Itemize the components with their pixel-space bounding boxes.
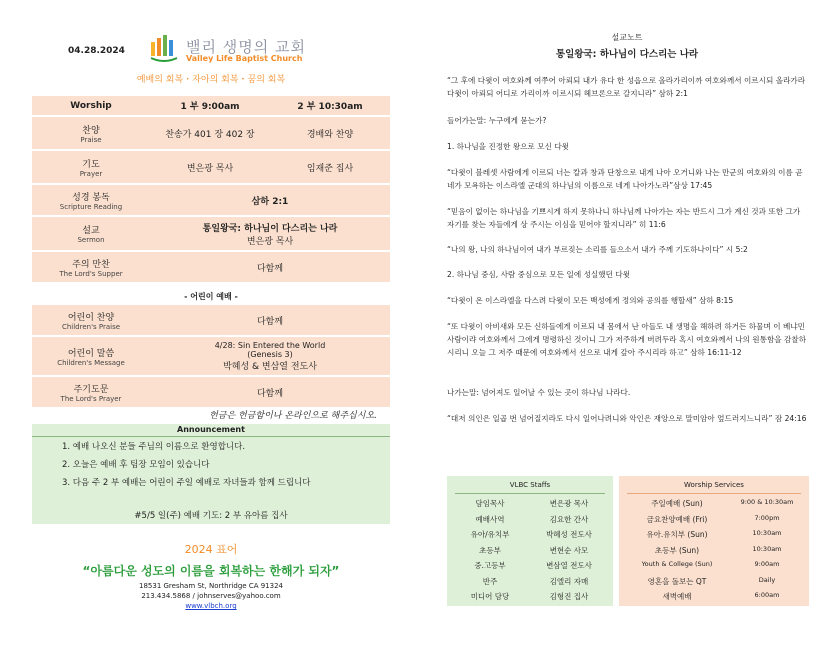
staff-role: 반주 — [482, 576, 498, 586]
note-paragraph: “다윗이 온 이스라엘을 다스려 다윗이 모든 백성에게 정의와 공의를 행할새” 삼하 8:15 — [447, 296, 734, 305]
prayer-first: 변은광 목사 — [150, 151, 270, 183]
supper-label: 주의 만찬 The Lord's Supper — [32, 252, 150, 282]
church-address: 18531 Gresham St, Northridge CA 91324 — [139, 582, 283, 590]
staff-name: 김형진 집사 — [549, 592, 589, 601]
services-divider — [627, 493, 801, 494]
announcement-item: 3. 다음 주 2 부 예배는 어린이 주일 예배로 자녀들과 함께 드립니다 — [62, 478, 311, 488]
prayer-label: 기도 Prayer — [32, 151, 150, 183]
note-paragraph: “나의 왕, 나의 하나님이여 내가 부르짖는 소리를 들으소서 내가 주께 기도하나이다” 시 5:2 — [447, 245, 748, 254]
children-message-value: 4/28: Sin Entered the World (Genesis 3) 박혜성 & 변삼열 전도사 — [150, 337, 390, 375]
supper-value: 다함께 — [150, 252, 390, 282]
year-motto-label: 2024 표어 — [184, 543, 238, 556]
note-paragraph: 나가는말: 넘어져도 일어날 수 있는 곳이 하나님 나라다. — [447, 388, 631, 397]
sermon-note-kicker: 설교노트 — [611, 33, 643, 42]
church-website-link[interactable]: www.vlbch.org — [185, 602, 237, 610]
note-paragraph: 2. 하나님 중심, 사람 중심으로 모든 일에 성실했던 다윗 — [447, 270, 631, 279]
staff-name: 변삼열 전도사 — [546, 561, 592, 570]
children-praise-value: 다함께 — [150, 305, 390, 335]
next-prayer-note: #5/5 일(주) 예배 기도: 2 부 유아름 집사 — [134, 511, 288, 521]
note-paragraph: “다윗이 블레셋 사람에게 이르되 너는 칼과 창과 단창으로 내게 나아 오거니와 나는 만군의 여호와의 이름 곧 네가 모욕하는 이스라엘 군대의 하나님의 이름으로 네게 나아가노라”삼상 17:45 — [447, 168, 803, 190]
service-name: 금요찬양예배 (Fri) — [646, 514, 708, 524]
sermon-note-title: 통일왕국: 하나님이 다스리는 나라 — [555, 49, 699, 60]
bulletin-date: 04.28.2024 — [68, 46, 125, 56]
reading-value: 삼하 2:1 — [150, 185, 390, 215]
children-message-row — [32, 337, 390, 375]
supper-row — [32, 252, 390, 282]
lords-prayer-row — [32, 377, 390, 407]
staff-role: 담임목사 — [475, 499, 505, 508]
service-time: 7:00pm — [754, 513, 780, 522]
staff-role: 미디어 담당 — [470, 592, 510, 601]
staff-divider — [455, 493, 605, 494]
note-paragraph: “그 후에 다윗이 여호와께 여쭈어 아뢰되 내가 유다 한 성읍으로 올라가리이까 여호와께서 이르시되 올라가라 다윗이 아뢰되 어디로 가리이까 이르시되 헤브론으로 갈지니라” 삼하 2:1 — [447, 76, 806, 98]
service-time: 10:30am — [752, 544, 782, 553]
staff-title: VLBC Staffs — [509, 481, 551, 489]
staff-box — [447, 476, 613, 606]
service-time: 9:00am — [754, 560, 780, 568]
announcement-item: 2. 오늘은 예배 후 팀장 모임이 있습니다 — [62, 460, 210, 470]
lords-prayer-label: 주기도문 The Lord's Prayer — [32, 377, 150, 407]
worship-order-table — [32, 94, 390, 284]
lords-prayer-value: 다함께 — [150, 377, 390, 407]
prayer-second: 임재준 집사 — [270, 151, 390, 183]
service-time: Daily — [758, 575, 776, 584]
service-name: 영혼을 돌보는 QT — [647, 576, 707, 586]
children-worship-heading: - 어린이 예배 - — [184, 292, 238, 301]
reading-row — [32, 185, 390, 215]
praise-first: 찬송가 401 장 402 장 — [150, 117, 270, 149]
worship-services-box — [619, 476, 809, 606]
offering-note: 헌금은 헌금함이나 온라인으로 해주십시오. — [209, 411, 377, 421]
worship-header-row — [32, 96, 390, 115]
children-praise-label: 어린이 찬양 Children's Praise — [32, 305, 150, 335]
sermon-label: 설교 Sermon — [32, 217, 150, 250]
staff-name: 박혜성 전도사 — [546, 530, 592, 539]
sermon-value — [150, 217, 390, 250]
announcement-item: 1. 예배 나오신 분들 주님의 이름으로 환영합니다. — [62, 442, 246, 452]
church-name-korean: 밸리 생명의 교회 — [186, 38, 306, 56]
praise-second: 경배와 찬양 — [270, 117, 390, 149]
staff-role: 유아/유치부 — [470, 530, 510, 539]
reading-label: 성경 봉독 Scripture Reading — [32, 185, 150, 215]
sermon-title: 통일왕국: 하나님이 다스리는 나라 — [202, 223, 338, 234]
staff-role: 중.고등부 — [474, 561, 506, 570]
tagline: 예배의 회복・자아의 회복・꿈의 회복 — [136, 75, 286, 85]
sermon-row — [32, 217, 390, 250]
service-time: 6:00am — [754, 591, 780, 599]
note-paragraph: “대저 의인은 일곱 번 넘어질지라도 다시 일어나려니와 악인은 재앙으로 말미암아 엎드러지느니라” 잠 24:16 — [447, 414, 807, 423]
second-service-time: 2 부 10:30am — [270, 96, 390, 115]
announcement-title: Announcement — [177, 425, 245, 434]
year-motto: “아름다운 성도의 이름을 회복하는 한해가 되자” — [82, 564, 340, 578]
church-contact: 213.434.5868 / johnserves@yahoo.com — [141, 592, 281, 600]
service-name: 초등부 (Sun) — [654, 545, 700, 555]
staff-role: 예배사역 — [475, 514, 505, 524]
praise-row — [32, 117, 390, 149]
staff-role: 초등부 — [479, 545, 501, 555]
staff-name: 김엘리 자매 — [549, 576, 589, 586]
service-name: 유아.유치부 (Sun) — [646, 530, 708, 539]
church-name-english: Valley Life Baptist Church — [186, 54, 303, 63]
announcement-divider — [32, 436, 390, 437]
service-name: 주일예배 (Sun) — [651, 499, 703, 508]
note-paragraph: “믿음이 없이는 하나님을 기쁘시게 하지 못하나니 하나님께 나아가는 자는 반드시 그가 계신 것과 또한 그가 자기를 찾는 자들에게 상 주시는 이심을 믿어야 할지니라” 히 11:6 — [447, 207, 801, 229]
service-time: 9:00 & 10:30am — [740, 498, 794, 506]
prayer-row — [32, 151, 390, 183]
note-paragraph: “또 다윗이 아비새와 모든 신하들에게 이르되 내 몸에서 난 아들도 내 생명을 해하려 하거든 하물며 이 베냐민 사람이랴 여호와께서 그에게 명령하신 것이니 그가 저주하게 버려두라 혹시 여호와께서 나의 원통함을 감찰하시리니 오늘 그 저주 때문에 여호와께서 선으로 내게 갚아 주시리라 하고” 삼하 16:11-12 — [447, 322, 807, 357]
note-paragraph: 들어가는말: 누구에게 묻는가? — [447, 116, 547, 125]
church-logo-icon — [150, 34, 178, 64]
staff-name: 변은광 목사 — [549, 499, 589, 508]
staff-name: 김요한 간사 — [549, 514, 589, 524]
children-worship-table — [32, 303, 390, 409]
services-title: Worship Services — [684, 481, 744, 489]
children-praise-row — [32, 305, 390, 335]
service-time: 10:30am — [752, 529, 782, 537]
note-paragraph: 1. 하나님을 진정한 왕으로 모신 다윗 — [447, 142, 570, 151]
service-name: Youth & College (Sun) — [641, 560, 713, 568]
staff-name: 변현순 사모 — [549, 545, 589, 555]
service-name: 새벽예배 — [662, 592, 692, 601]
praise-label: 찬양 Praise — [32, 117, 150, 149]
children-message-label: 어린이 말씀 Children's Message — [32, 337, 150, 375]
sermon-speaker: 변은광 목사 — [246, 236, 294, 247]
first-service-time: 1 부 9:00am — [150, 96, 270, 115]
worship-label: Worship — [32, 96, 150, 115]
